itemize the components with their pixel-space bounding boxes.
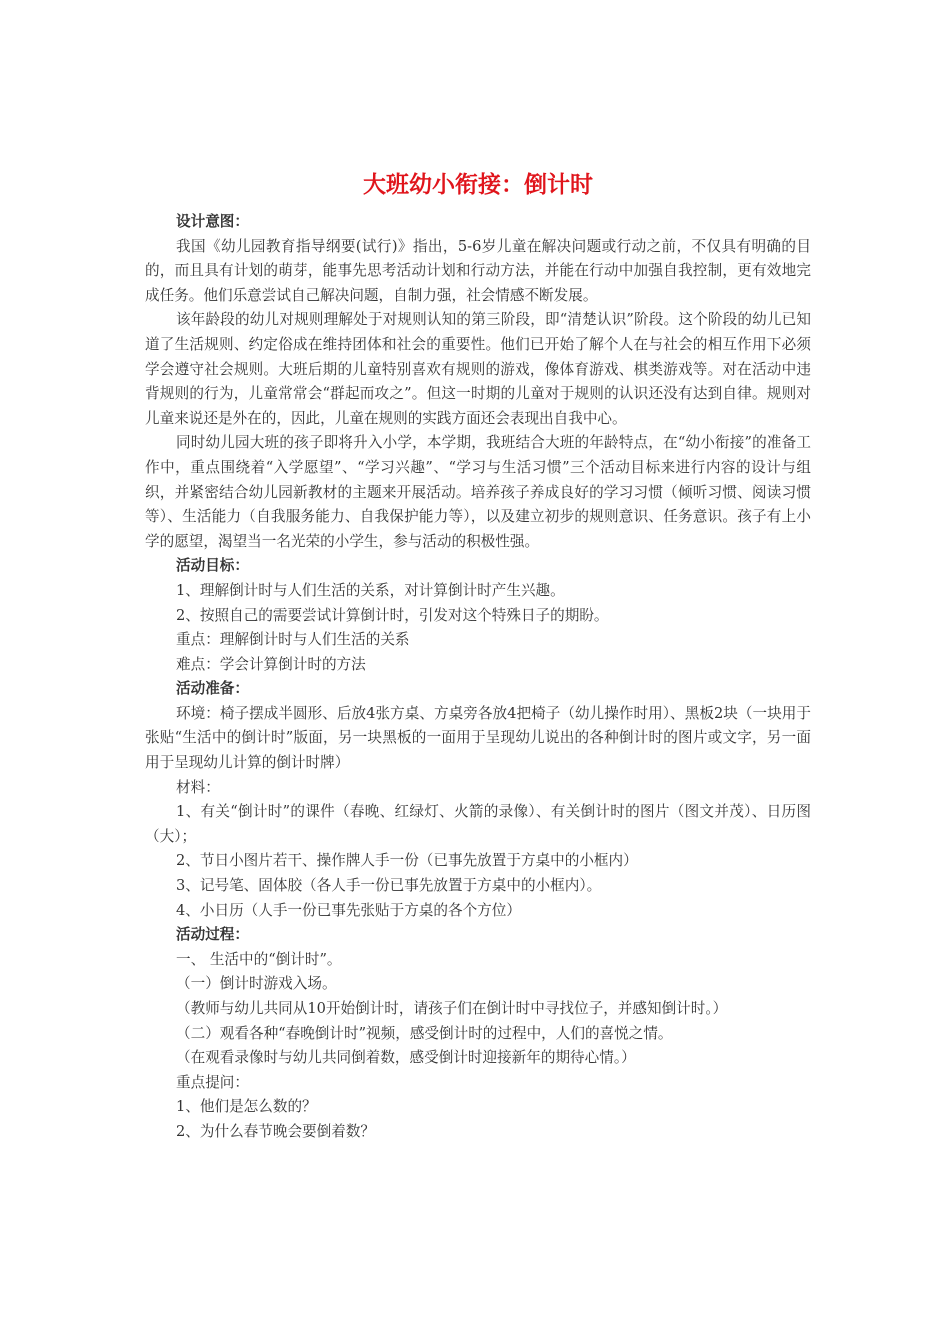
material-item-4: 4、小日历（人手一份已事先张贴于方桌的各个方位） — [176, 901, 521, 919]
goal-item-2: 2、按照自己的需要尝试计算倒计时，引发对这个特殊日子的期盼。 — [176, 606, 609, 624]
question-item-2: 2、为什么春节晚会要倒着数？ — [176, 1122, 376, 1140]
material-item-1: 1、有关“倒计时”的课件（春晚、红绿灯、火箭的录像）、有关倒计时的图片（图文并茂）、日历图（大）； — [145, 803, 811, 845]
activity-goals-heading: 活动目标： — [176, 557, 249, 575]
key-point: 重点：理解倒计时与人们生活的关系 — [176, 631, 410, 649]
materials-label: 材料： — [176, 778, 220, 796]
process-step-1-2: （二）观看各种“春晚倒计时”视频，感受倒计时的过程中，人们的喜悦之情。 — [176, 1024, 673, 1042]
goal-item-1: 1、理解倒计时与人们生活的关系，对计算倒计时产生兴趣。 — [176, 581, 565, 599]
design-intent-heading: 设计意图： — [176, 213, 249, 230]
key-questions-label: 重点提问： — [176, 1073, 249, 1091]
process-step-1-1: （一）倒计时游戏入场。 — [176, 975, 337, 993]
activity-prep-heading: 活动准备： — [176, 680, 249, 698]
design-intent-paragraph-3: 同时幼儿园大班的孩子即将升入小学，本学期，我班结合大班的年龄特点，在“幼小衔接”的准备工作中，重点围绕着“入学愿望”、“学习兴趣”、“学习与生活习惯”三个活动目标来进行内容的设计与组织，并紧密结合幼儿园新教材的主题来开展活动。培养孩子养成良好的学习习惯（倾听习惯、阅读习惯等）、生活能力（自我服务能力、自我保护能力等），以及建立初步的规则意识、任务意识。孩子有上小学的愿望，渴望当一名光荣的小学生，参与活动的积极性强。 — [145, 434, 811, 550]
document-title: 大班幼小衔接：倒计时 — [363, 172, 593, 198]
material-item-3: 3、记号笔、固体胶（各人手一份已事先放置于方桌中的小框内）。 — [176, 877, 602, 895]
difficulty-point: 难点：学会计算倒计时的方法 — [176, 655, 366, 673]
process-step-1-2-note: （在观看录像时与幼儿共同倒着数，感受倒计时迎接新年的期待心情。） — [176, 1049, 636, 1067]
document-page — [145, 168, 811, 1145]
process-step-1-1-note: （教师与幼儿共同从10开始倒计时，请孩子们在倒计时中寻找位子，并感知倒计时。） — [176, 1000, 728, 1017]
material-item-2: 2、节日小图片若干、操作牌人手一份（已事先放置于方桌中的小框内） — [176, 852, 638, 870]
activity-process-heading: 活动过程： — [176, 926, 249, 944]
design-intent-paragraph-2: 该年龄段的幼儿对规则理解处于对规则认知的第三阶段，即“清楚认识”阶段。这个阶段的幼儿已知道了生活规则、约定俗成在维持团体和社会的重要性。他们已开始了解个人在与社会的相互作用下必须学会遵守社会规则。大班后期的儿童特别喜欢有规则的游戏，像体育游戏、棋类游戏等。对在活动中违背规则的行为，儿童常常会“群起而攻之”。但这一时期的儿童对于规则的认识还没有达到自律。规则对儿童来说还是外在的，因此，儿童在规则的实践方面还会表现出自我中心。 — [145, 311, 811, 427]
design-intent-paragraph-1: 我国《幼儿园教育指导纲要(试行)》指出，5-6岁儿童在解决问题或行动之前，不仅具有明确的目的，而且具有计划的萌芽，能事先思考活动计划和行动方法，并能在行动中加强自我控制，更有效地完成任务。他们乐意尝试自己解决问题，自制力强，社会情感不断发展。 — [145, 237, 811, 304]
process-step-1: 一、 生活中的“倒计时”。 — [176, 950, 342, 968]
question-item-1: 1、他们是怎么数的？ — [176, 1098, 317, 1116]
prep-environment: 环境：椅子摆成半圆形、后放4张方桌、方桌旁各放4把椅子（幼儿操作时用）、黑板2块（一块用于张贴“生活中的倒计时”版面，另一块黑板的一面用于呈现幼儿说出的各种倒计时的图片或文字，另一面用于呈现幼儿计算的倒计时牌） — [145, 704, 811, 772]
